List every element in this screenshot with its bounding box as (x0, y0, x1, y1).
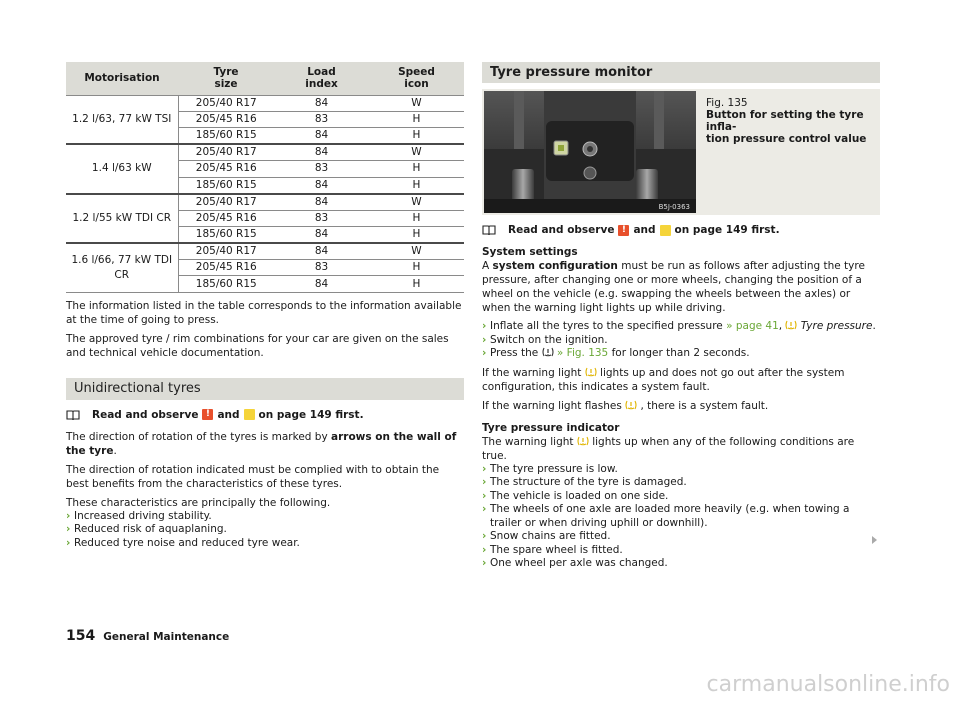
rim-note: The approved tyre / rim combinations for your car are given on the sales and technical vehicle documentation. (66, 332, 449, 359)
caution-icon (660, 225, 671, 236)
figure-caption-line2: tion pressure control value (706, 133, 867, 145)
load-index-cell: 83 (274, 260, 369, 276)
table-row (66, 194, 464, 211)
speed-icon-cell: H (369, 161, 464, 177)
tyre-size-cell: 205/45 R16 (178, 260, 274, 276)
load-index-cell: 83 (274, 111, 369, 127)
tyre-size-cell: 205/45 R16 (178, 161, 274, 177)
list-item: › Press the » Fig. 135 for longer than 2 seconds. (482, 347, 750, 359)
system-settings-heading: System settings (482, 246, 578, 258)
list-item: › The structure of the tyre is damaged. (482, 476, 687, 488)
rotation-para: The direction of rotation of the tyres is marked by arrows on the wall of the tyre. (66, 430, 457, 457)
book-icon (66, 410, 80, 420)
col-header-load-index: Load index (274, 62, 369, 95)
list-item: › The wheels of one axle are loaded more heavily (e.g. when towing a trailer or when driving uphill or downhill). (482, 503, 850, 529)
motorisation-cell: 1.6 l/66, 77 kW TDI CR (66, 243, 178, 292)
warning-icon: ! (202, 409, 213, 420)
tyre-size-cell: 205/40 R17 (178, 95, 274, 111)
warning-light-fault-para: If the warning light lights up and does not go out after the system configuration, this indicates a system fault. (482, 366, 845, 393)
right-column (482, 62, 880, 571)
list-item: › The tyre pressure is low. (482, 462, 618, 475)
book-icon (482, 225, 496, 235)
read-prefix: Read and observe (508, 224, 615, 236)
page-number: 154 (66, 628, 96, 644)
figure-caption-line1: Button for setting the tyre infla- (706, 109, 864, 133)
load-index-cell: 84 (274, 276, 369, 292)
speed-icon-cell: W (369, 243, 464, 260)
col-header-motorisation: Motorisation (66, 62, 178, 95)
speed-icon-cell: H (369, 128, 464, 145)
section-title-tyre-pressure: Tyre pressure monitor (482, 62, 880, 83)
tyre-pressure-lamp-icon (585, 367, 597, 377)
warning-icon: ! (618, 225, 629, 236)
read-observe-line (482, 224, 880, 236)
speed-icon-cell: W (369, 95, 464, 111)
list-item: › One wheel per axle was changed. (482, 557, 668, 569)
tyre-size-cell: 205/45 R16 (178, 111, 274, 127)
load-index-cell: 84 (274, 95, 369, 111)
tyre-pressure-lamp-icon (625, 400, 637, 410)
speed-icon-cell: H (369, 111, 464, 127)
list-item: › The vehicle is loaded on one side. (482, 489, 669, 502)
tyre-size-cell: 185/60 R15 (178, 227, 274, 244)
motorisation-cell: 1.2 l/63, 77 kW TSI (66, 95, 178, 144)
list-item: › Increased driving stability. (66, 509, 212, 522)
read-and: and (633, 224, 656, 236)
tyre-size-cell: 205/40 R17 (178, 243, 274, 260)
table-row (66, 95, 464, 111)
warning-light-flash-para: If the warning light flashes , there is a system fault. (482, 399, 769, 412)
col-header-speed-icon: Speed icon (369, 62, 464, 95)
list-item: › Reduced tyre noise and reduced tyre wear. (66, 536, 300, 549)
load-index-cell: 84 (274, 243, 369, 260)
indicator-conditions-list (482, 463, 880, 571)
page-41-link[interactable]: » page 41 (726, 320, 779, 332)
rotation-comply-para: The direction of rotation indicated must be complied with to obtain the best benefits from the characteristics of these tyres. (66, 463, 440, 490)
table-header-row (66, 62, 464, 95)
read-observe-line (66, 409, 464, 421)
table-row (66, 243, 464, 260)
speed-icon-cell: H (369, 260, 464, 276)
figure-photo-center-console (484, 91, 696, 213)
speed-icon-cell: H (369, 227, 464, 244)
tyre-size-cell: 205/40 R17 (178, 144, 274, 161)
footer-section-title: General Maintenance (103, 631, 230, 643)
indicator-heading: Tyre pressure indicator (482, 421, 620, 434)
speed-icon-cell: H (369, 276, 464, 292)
load-index-cell: 84 (274, 128, 369, 145)
characteristics-para: These characteristics are principally the following. (66, 496, 331, 509)
tyre-pressure-lamp-icon (577, 436, 589, 446)
tyre-size-cell: 205/45 R16 (178, 210, 274, 226)
table-row (66, 144, 464, 161)
table-note: The information listed in the table corresponds to the information available at the time of going to press. (66, 299, 462, 326)
tyre-size-cell: 185/60 R15 (178, 276, 274, 292)
tyre-table (66, 62, 464, 293)
caution-icon (244, 409, 255, 420)
read-suffix: on page 149 first. (674, 224, 780, 236)
page-footer (66, 628, 229, 644)
load-index-cell: 84 (274, 227, 369, 244)
col-header-tyre-size: Tyre size (178, 62, 274, 95)
continued-arrow-icon (872, 536, 877, 544)
load-index-cell: 83 (274, 161, 369, 177)
list-item: › The spare wheel is fitted. (482, 543, 623, 556)
speed-icon-cell: W (369, 194, 464, 211)
characteristics-list (66, 510, 464, 551)
tyre-table-body (66, 95, 464, 292)
figure-code: B5J-0363 (658, 203, 690, 211)
tyre-size-cell: 205/40 R17 (178, 194, 274, 211)
tyre-size-cell: 185/60 R15 (178, 128, 274, 145)
settings-steps (482, 320, 880, 361)
load-index-cell: 84 (274, 194, 369, 211)
list-item: › Reduced risk of aquaplaning. (66, 523, 227, 536)
list-item: › Inflate all the tyres to the specified pressure » page 41, Tyre pressure. (482, 320, 876, 332)
figure-caption (706, 97, 876, 145)
figure-number: Fig. 135 (706, 97, 748, 109)
tyre-pressure-lamp-icon (785, 320, 797, 330)
load-index-cell: 84 (274, 177, 369, 194)
tyre-size-cell: 185/60 R15 (178, 177, 274, 194)
speed-icon-cell: H (369, 177, 464, 194)
fig-135-link[interactable]: » Fig. 135 (556, 347, 609, 359)
motorisation-cell: 1.2 l/55 kW TDI CR (66, 194, 178, 243)
speed-icon-cell: H (369, 210, 464, 226)
section-title-unidirectional: Unidirectional tyres (66, 378, 464, 400)
figure-135 (482, 89, 880, 215)
read-and: and (217, 408, 240, 421)
load-index-cell: 83 (274, 210, 369, 226)
motorisation-cell: 1.4 l/63 kW (66, 144, 178, 193)
load-index-cell: 84 (274, 144, 369, 161)
left-column (66, 62, 464, 550)
system-settings-para: A system configuration must be run as follows after adjusting the tyre pressure, after changing one or more wheels, changing the position of a wheel on the vehicle (e.g. swapping the wheels between the axles) or when the warning light lights up while driving. (482, 260, 865, 314)
watermark: carmanualsonline.info (706, 672, 950, 697)
speed-icon-cell: W (369, 144, 464, 161)
list-item: › Snow chains are fitted. (482, 530, 611, 542)
tyre-pressure-button-icon (542, 347, 554, 357)
list-item: › Switch on the ignition. (482, 333, 608, 346)
indicator-para: The warning light lights up when any of the following conditions are true. (482, 435, 855, 462)
read-suffix: on page 149 first. (258, 408, 364, 421)
read-prefix: Read and observe (92, 408, 199, 421)
